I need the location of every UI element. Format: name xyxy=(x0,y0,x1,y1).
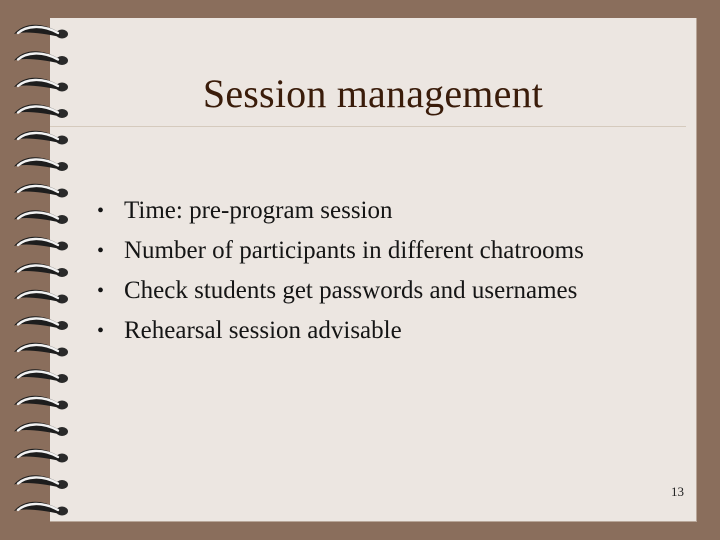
binding-ring xyxy=(14,263,68,277)
bullet-text: Rehearsal session advisable xyxy=(124,317,402,344)
bullet-item xyxy=(97,311,584,351)
binding-ring xyxy=(14,475,68,489)
bullet-item xyxy=(97,231,584,271)
binding-ring xyxy=(14,449,68,463)
binding-ring xyxy=(14,131,68,145)
bullet-item xyxy=(97,271,584,311)
binding-ring xyxy=(14,369,68,383)
binding-ring xyxy=(14,104,68,118)
slide-title: Session management xyxy=(202,71,544,116)
title-divider xyxy=(50,126,686,127)
binding-ring xyxy=(14,25,68,39)
spiral-binding-icon xyxy=(0,0,80,540)
binding-ring xyxy=(14,316,68,330)
binding-ring xyxy=(14,396,68,410)
bullet-item xyxy=(97,191,584,231)
bullet-text: Time: pre-program session xyxy=(124,197,393,224)
binding-ring xyxy=(14,210,68,224)
binding-ring xyxy=(14,343,68,357)
binding-ring xyxy=(14,51,68,65)
page-number: 13 xyxy=(671,484,684,499)
binding-ring xyxy=(14,502,68,516)
binding-ring xyxy=(14,78,68,92)
binding-ring xyxy=(14,422,68,436)
binding-ring xyxy=(14,290,68,304)
bullet-list xyxy=(97,191,584,351)
bullet-marker: • xyxy=(97,200,105,222)
bullet-text: Check students get passwords and usernames xyxy=(124,277,578,304)
binding-ring xyxy=(14,237,68,251)
binding-ring xyxy=(14,157,68,171)
bullet-marker: • xyxy=(97,320,105,342)
bullet-marker: • xyxy=(97,280,105,302)
binding-ring xyxy=(14,184,68,198)
bullet-text: Number of participants in different chatrooms xyxy=(124,237,584,264)
bullet-marker: • xyxy=(97,240,105,262)
slide-page xyxy=(50,18,697,522)
